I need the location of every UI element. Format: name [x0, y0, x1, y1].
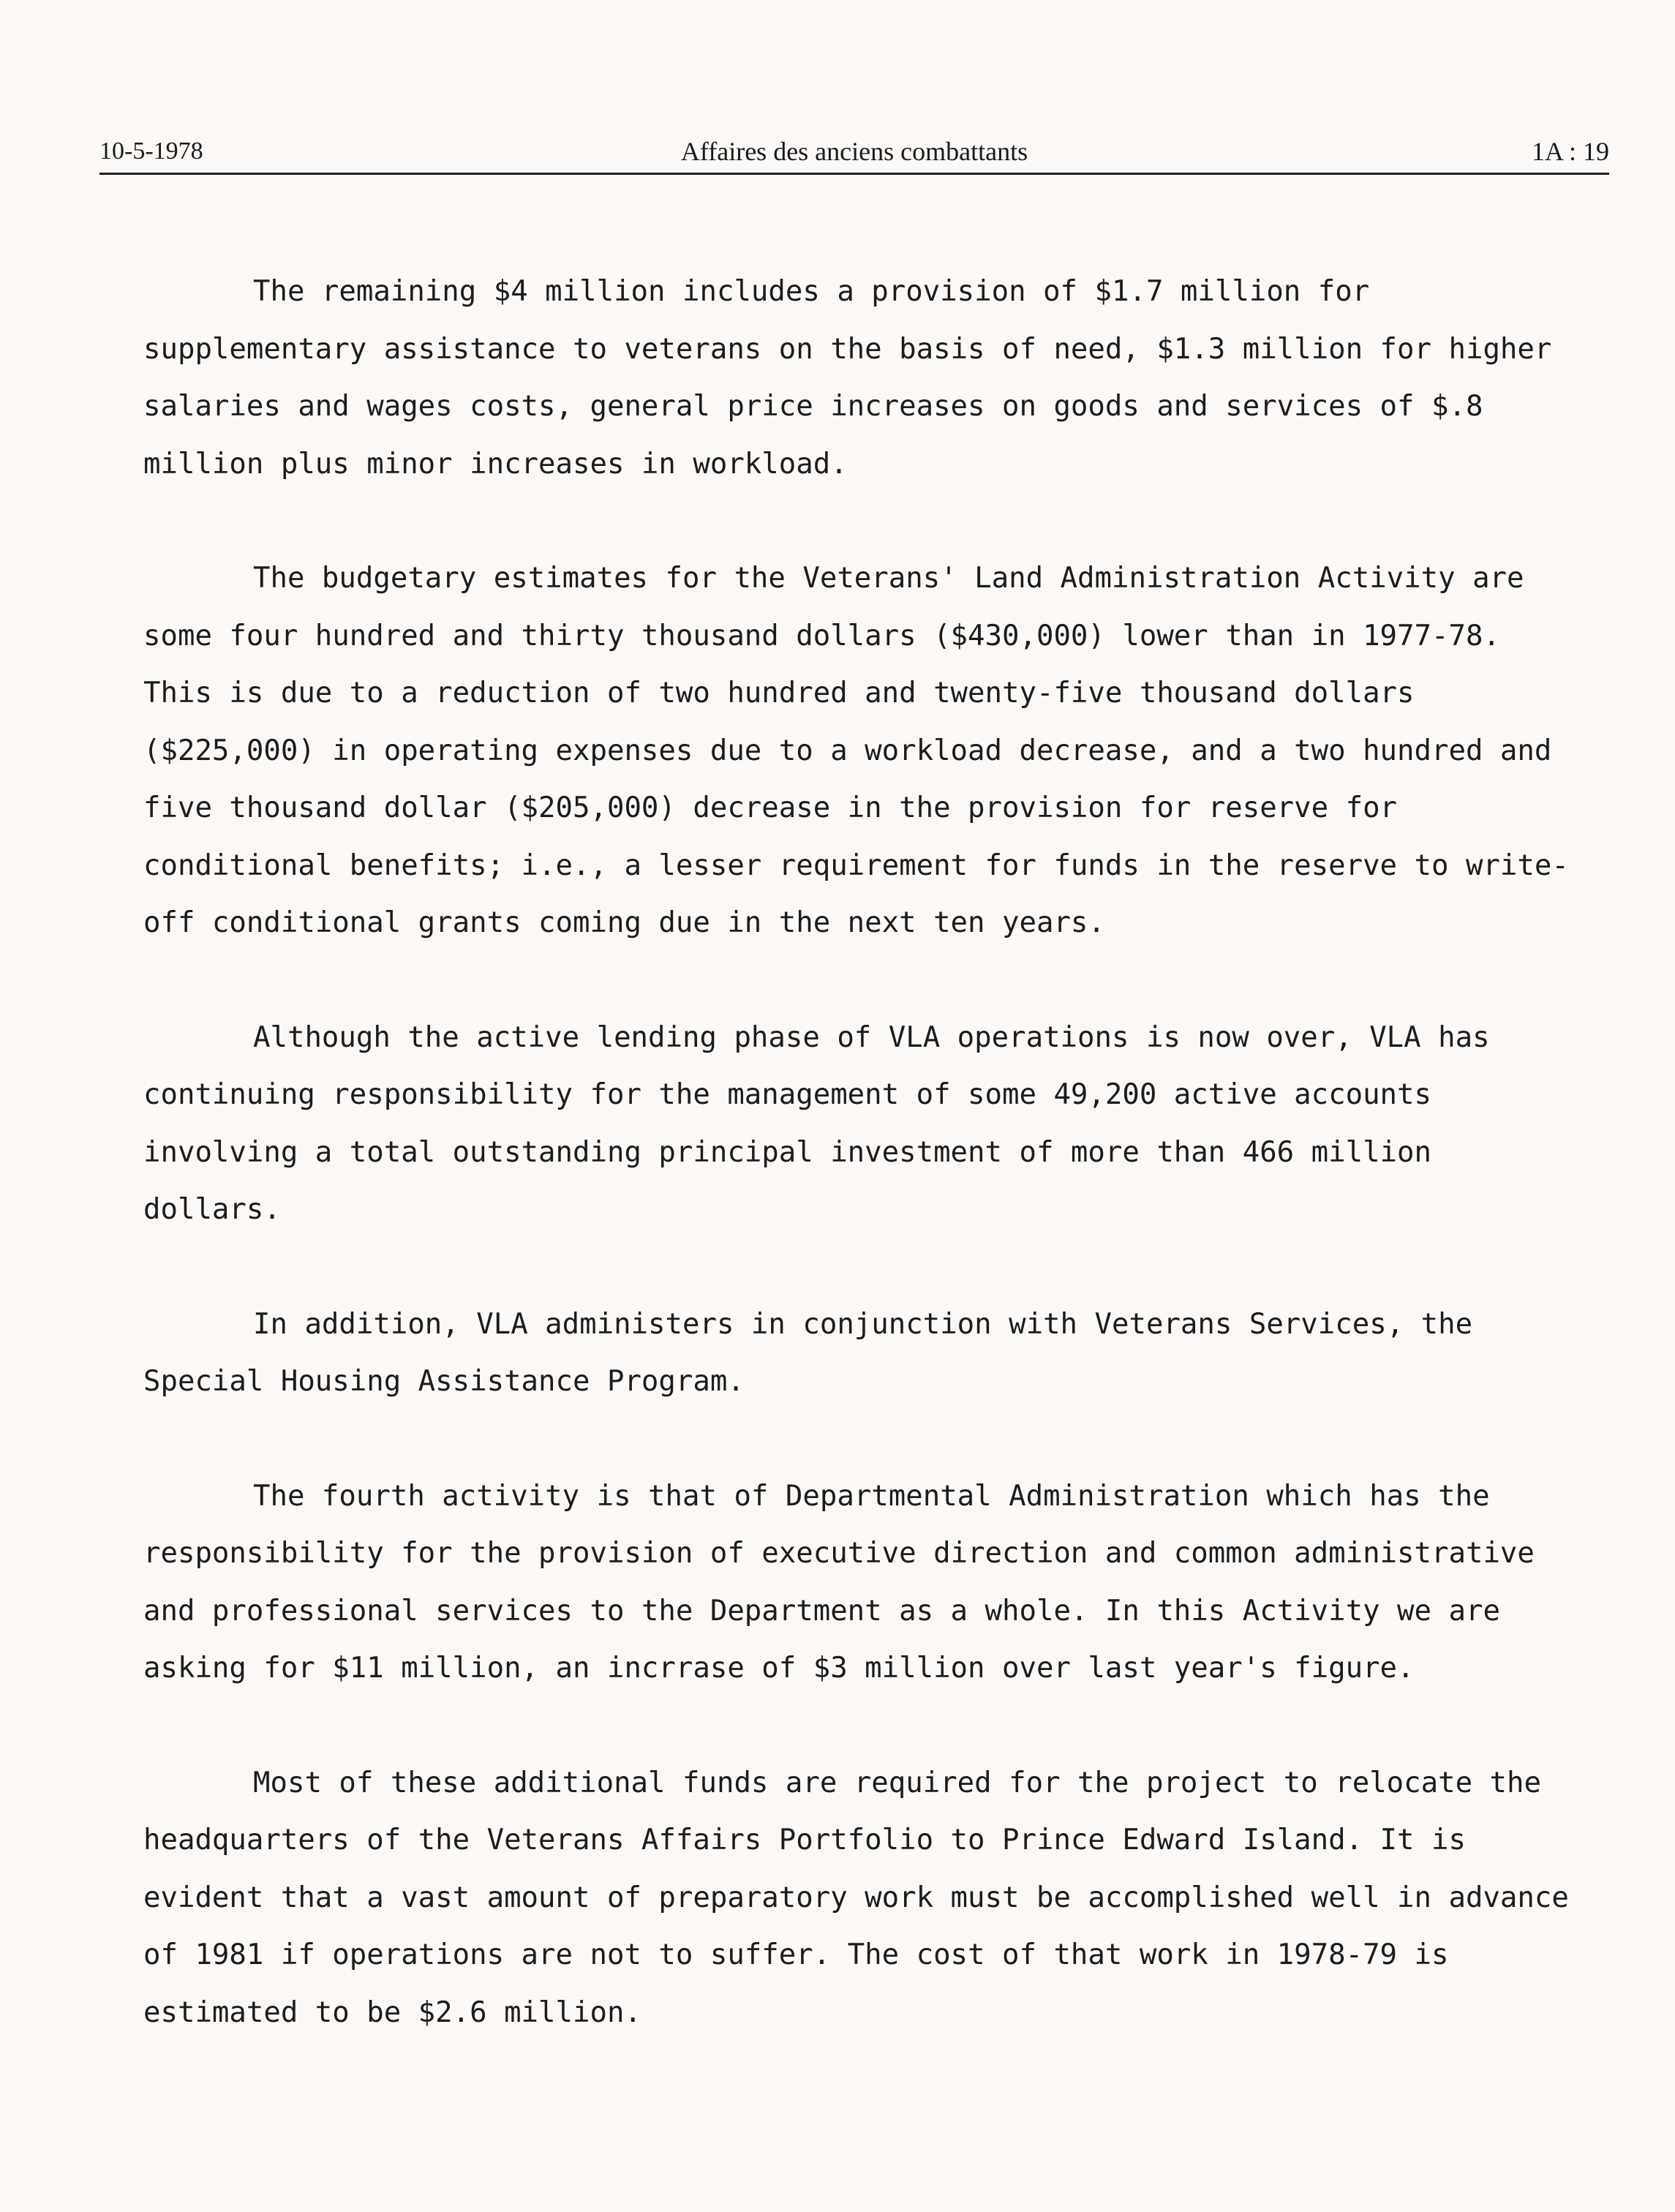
paragraph-departmental-administration: The fourth activity is that of Departmental Administration which has the responsibility for the provision of executive direction and common administrative and professional services to the Department as a whole. In this Activity we are asking for $11 million, an incrrase of $3 million over last year's figure.: [143, 1479, 1535, 1685]
header-title: Affaires des anciens combattants: [680, 137, 1028, 166]
paragraph-vla-estimates: The budgetary estimates for the Veterans' Land Administration Activity are some four hundred and thirty thousand dollars ($430,000) lower than in 1977-78. This is due to a reduction of two hundred and twenty-five thousand dollars ($225,000) in operating expenses due to a workload decrease, and a two hundred and five thousand dollar ($205,000) decrease in the provision for reserve for conditional benefits; i.e., a lesser requirement for funds in the reserve to write-off conditional grants coming due in the next ten years.: [143, 562, 1569, 939]
header-page-number: 1A : 19: [1531, 137, 1609, 166]
paragraph-remaining-funds: The remaining $4 million includes a provision of $1.7 million for supplementary assistance to veterans on the basis of need, $1.3 million for higher salaries and wages costs, general price increases on goods and services of $.8 million plus minor increases in workload.: [143, 275, 1552, 481]
paragraph-housing-program: In addition, VLA administers in conjunction with Veterans Services, the Special Housing Assistance Program.: [143, 1307, 1473, 1398]
page-header: [99, 132, 1609, 175]
header-date: 10-5-1978: [99, 138, 203, 165]
paragraph-vla-accounts: Although the active lending phase of VLA operations is now over, VLA has continuing responsibility for the management of some 49,200 active accounts involving a total outstanding principal investment of more than 466 million dollars.: [143, 1020, 1490, 1226]
paragraph-relocation-project: Most of these additional funds are required for the project to relocate the headquarters of the Veterans Affairs Portfolio to Prince Edward Island. It is evident that a vast amount of preparatory work must be accomplished well in advance of 1981 if operations are not to suffer. The cost of that work in 1978-79 is estimated to be $2.6 million.: [143, 1766, 1569, 2029]
body-text: [143, 263, 1577, 2042]
